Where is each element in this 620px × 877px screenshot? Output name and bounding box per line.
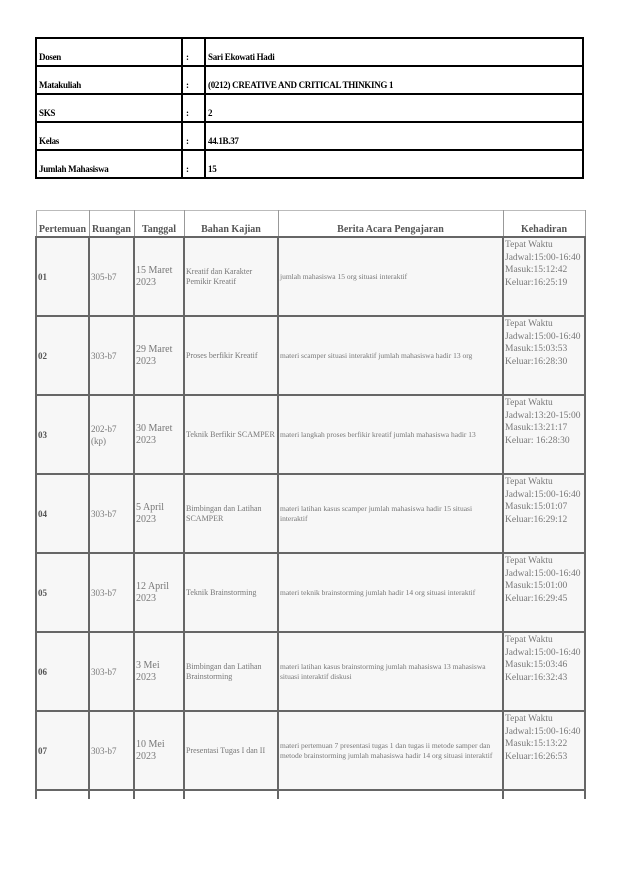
attendance-schedule: Jadwal:15:00-16:40 [505,726,581,737]
report-cell: materi latihan kasus scamper jumlah mahasiswa hadir 15 situasi interaktif [278,474,503,553]
header-berita-acara: Berita Acara Pengajaran [278,211,503,238]
room-cell: 303-b7 [89,632,134,711]
attendance-status: Tepat Waktu [505,635,553,645]
date-cell: 15 Maret 2023 [134,237,184,316]
attendance-header-row [36,211,585,238]
meeting-number: 03 [36,395,89,474]
report-cell: materi teknik brainstorming jumlah hadir 14 org situasi interaktif [278,553,503,632]
info-label: Kelas [36,122,182,150]
topic-cell: Teknik Brainstorming [184,553,278,632]
date-cell: 5 April 2023 [134,474,184,553]
topic-cell: Presentasi Tugas I dan II [184,711,278,790]
info-value: 15 [205,150,583,178]
report-cell: materi langkah proses berfikir kreatif jumlah mahasiswa hadir 13 [278,395,503,474]
attendance-out: Keluar: 16:28:30 [505,435,570,446]
header-kehadiran: Kehadiran [503,211,585,238]
report-cell: materi scamper situasi interaktif jumlah mahasiswa hadir 13 org [278,316,503,395]
empty-cell [89,790,134,799]
header-tanggal: Tanggal [134,211,184,238]
attendance-in: Masuk:13:21:17 [505,423,568,434]
topic-cell: Proses berfikir Kreatif [184,316,278,395]
room-cell: 305-b7 [89,237,134,316]
room-cell: 303-b7 [89,316,134,395]
empty-cell [278,790,503,799]
meeting-number: 04 [36,474,89,553]
topic-cell: Teknik Berfikir SCAMPER [184,395,278,474]
info-separator: : [182,122,205,150]
attendance-schedule: Jadwal:15:00-16:40 [505,331,581,342]
info-label: Matakuliah [36,66,182,94]
info-separator: : [182,94,205,122]
attendance-in: Masuk:15:01:00 [505,581,568,592]
info-value: Sari Ekowati Hadi [205,38,583,66]
header-bahan-kajian: Bahan Kajian [184,211,278,238]
empty-cell [184,790,278,799]
empty-cell [134,790,184,799]
attendance-out: Keluar:16:28:30 [505,356,568,367]
attendance-cell [503,395,585,474]
attendance-status: Tepat Waktu [505,714,553,724]
attendance-cell [503,474,585,553]
attendance-in: Masuk:15:12:42 [505,265,568,276]
attendance-status: Tepat Waktu [505,556,553,566]
meeting-number: 07 [36,711,89,790]
attendance-status: Tepat Waktu [505,240,553,250]
course-info-table [35,37,584,179]
info-label: Jumlah Mahasiswa [36,150,182,178]
meeting-number: 05 [36,553,89,632]
attendance-out: Keluar:16:25:19 [505,277,568,288]
room-cell: 303-b7 [89,474,134,553]
info-row [36,38,583,66]
info-value: 44.1B.37 [205,122,583,150]
meeting-number: 01 [36,237,89,316]
attendance-cell [503,237,585,316]
report-cell: materi pertemuan 7 presentasi tugas 1 dan tugas ii metode samper dan metode brainstorming jumlah mahasiswa hadir 14 org situasi interaktif [278,711,503,790]
attendance-in: Masuk:15:03:46 [505,660,568,671]
table-row-continued [36,790,585,799]
attendance-in: Masuk:15:13:22 [505,739,568,750]
table-row [36,632,585,711]
attendance-in: Masuk:15:01:07 [505,502,568,513]
info-separator: : [182,150,205,178]
table-row [36,237,585,316]
date-cell: 29 Maret 2023 [134,316,184,395]
table-row [36,395,585,474]
attendance-cell [503,316,585,395]
attendance-table [35,210,586,799]
info-row [36,122,583,150]
topic-cell: Bimbingan dan Latihan Brainstorming [184,632,278,711]
topic-cell: Kreatif dan Karakter Pemikir Kreatif [184,237,278,316]
table-row [36,316,585,395]
room-cell: 303-b7 [89,711,134,790]
attendance-out: Keluar:16:29:45 [505,593,568,604]
attendance-schedule: Jadwal:15:00-16:40 [505,568,581,579]
table-row [36,711,585,790]
attendance-out: Keluar:16:29:12 [505,514,568,525]
header-pertemuan: Pertemuan [36,211,89,238]
attendance-schedule: Jadwal:15:00-16:40 [505,489,581,500]
room-cell: 303-b7 [89,553,134,632]
attendance-in: Masuk:15:03:53 [505,344,568,355]
info-value: (0212) CREATIVE AND CRITICAL THINKING 1 [205,66,583,94]
empty-cell [36,790,89,799]
topic-cell: Bimbingan dan Latihan SCAMPER [184,474,278,553]
table-row [36,474,585,553]
date-cell: 3 Mei 2023 [134,632,184,711]
attendance-out: Keluar:16:32:43 [505,672,568,683]
empty-cell [503,790,585,799]
attendance-cell [503,711,585,790]
info-value: 2 [205,94,583,122]
attendance-schedule: Jadwal:15:00-16:40 [505,252,581,263]
attendance-out: Keluar:16:26:53 [505,751,568,762]
attendance-cell [503,553,585,632]
report-cell: jumlah mahasiswa 15 org situasi interaktif [278,237,503,316]
info-row [36,150,583,178]
date-cell: 10 Mei 2023 [134,711,184,790]
date-cell: 12 April 2023 [134,553,184,632]
info-row [36,66,583,94]
attendance-status: Tepat Waktu [505,398,553,408]
info-separator: : [182,66,205,94]
attendance-schedule: Jadwal:13:20-15:00 [505,410,581,421]
header-ruangan: Ruangan [89,211,134,238]
info-separator: : [182,38,205,66]
info-label: Dosen [36,38,182,66]
attendance-status: Tepat Waktu [505,477,553,487]
meeting-number: 02 [36,316,89,395]
attendance-schedule: Jadwal:15:00-16:40 [505,647,581,658]
table-row [36,553,585,632]
room-cell: 202-b7 (kp) [89,395,134,474]
meeting-number: 06 [36,632,89,711]
info-row [36,94,583,122]
date-cell: 30 Maret 2023 [134,395,184,474]
attendance-cell [503,632,585,711]
info-label: SKS [36,94,182,122]
report-cell: materi latihan kasus brainstorming jumlah mahasiswa 13 mahasiswa situasi interaktif diskusi [278,632,503,711]
attendance-status: Tepat Waktu [505,319,553,329]
